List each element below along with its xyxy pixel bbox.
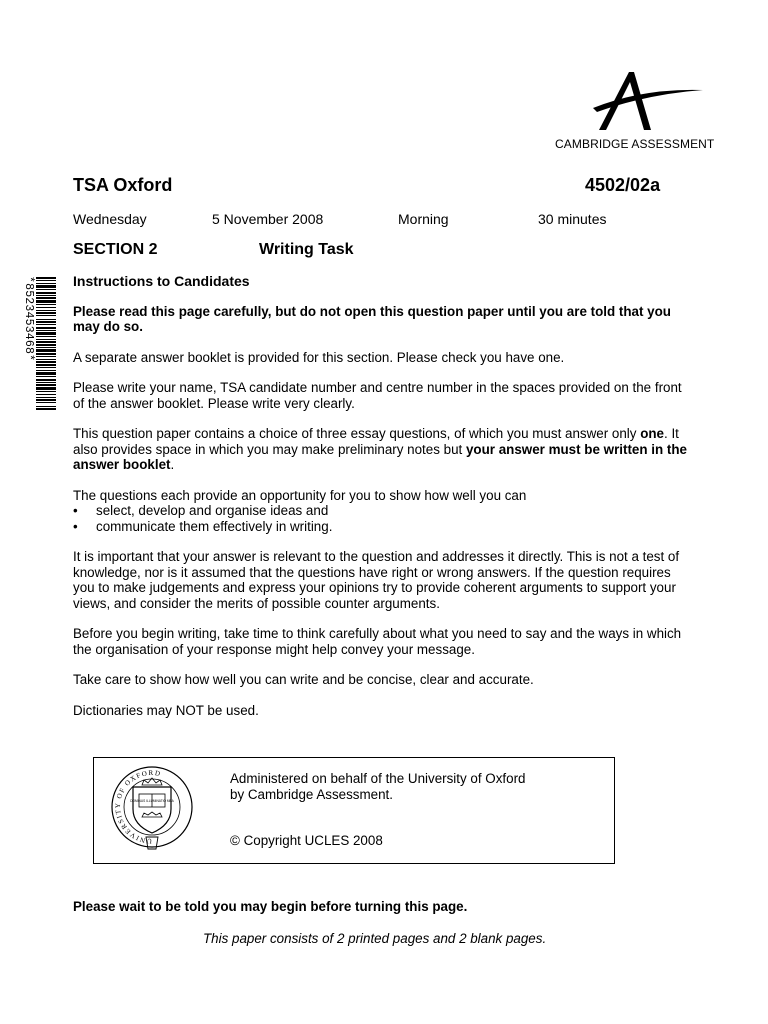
seal-ring-text: UNIVERSITY OF OXFORD: [113, 768, 162, 846]
section-name: Writing Task: [259, 241, 354, 258]
exam-date: 5 November 2008: [212, 211, 324, 227]
barcode-bars: [36, 277, 56, 410]
instructions-p8: Dictionaries may NOT be used.: [73, 702, 259, 718]
admin-line-1: Administered on behalf of the University of Oxford: [230, 771, 526, 786]
instructions-p6: Before you begin writing, take time to think carefully about what you need to say and the ways in which the organisation of your response might help convey your message.: [73, 626, 682, 657]
instructions-p5: It is important that your answer is relevant to the question and addresses it directly. This is not a test of knowledge, nor is it assumed that the questions have right or wrong answers. If the question requires you to make judgements and express your opinions try to provide coherent arguments to support your views, and consider the merits of possible counter arguments.: [73, 549, 680, 611]
list-item: • select, develop and organise ideas and: [73, 503, 693, 519]
logo-text: CAMBRIDGE ASSESSMENT: [555, 137, 715, 151]
exam-day: Wednesday: [73, 211, 147, 227]
seal-book-text: DOMINUS ILLUMINATIO MEA: [130, 799, 174, 803]
p3-bold-one: one: [640, 426, 664, 441]
exam-session: Morning: [398, 211, 449, 227]
p3-text-c: . It also provides space in which you may make preliminary notes but: [73, 426, 679, 457]
copyright-text: © Copyright UCLES 2008: [230, 833, 383, 848]
page-count-note: This paper consists of 2 printed pages and 2 blank pages.: [203, 931, 547, 946]
oxford-seal-icon: [108, 763, 196, 855]
p3-text-e: .: [170, 457, 175, 472]
p3-bold-answer: your answer must be written in the answer booklet: [73, 441, 687, 472]
section-number: SECTION 2: [73, 241, 158, 258]
instructions-p2: Please write your name, TSA candidate number and centre number in the spaces provided on the front of the answer booklet. Please write very clearly.: [73, 380, 682, 411]
administration-text: [230, 771, 525, 802]
p3-text-a: This question paper contains a choice of three essay questions, of which you must answer only: [73, 426, 641, 441]
skills-list: [73, 503, 693, 534]
instructions: [73, 274, 693, 733]
page-title: TSA Oxford: [73, 175, 173, 195]
paper-code: 4502/02a: [585, 175, 661, 195]
barcode: [20, 276, 58, 414]
instructions-p7: Take care to show how well you can write and be concise, clear and accurate.: [73, 672, 534, 687]
list-item: • communicate them effectively in writing.: [73, 519, 693, 535]
admin-line-2: by Cambridge Assessment.: [230, 786, 393, 802]
barcode-text: *8523453468*: [22, 276, 35, 362]
instructions-p3: [73, 426, 693, 473]
wait-instruction: Please wait to be told you may begin before turning this page.: [73, 899, 468, 914]
instructions-heading: Instructions to Candidates: [73, 273, 250, 289]
instructions-warning: Please read this page carefully, but do not open this question paper until you are told that you may do so.: [73, 303, 671, 334]
instructions-p4: The questions each provide an opportunity for you to show how well you can: [73, 487, 527, 503]
instructions-p1: A separate answer booklet is provided for this section. Please check you have one.: [73, 349, 565, 365]
exam-duration: 30 minutes: [538, 211, 607, 227]
